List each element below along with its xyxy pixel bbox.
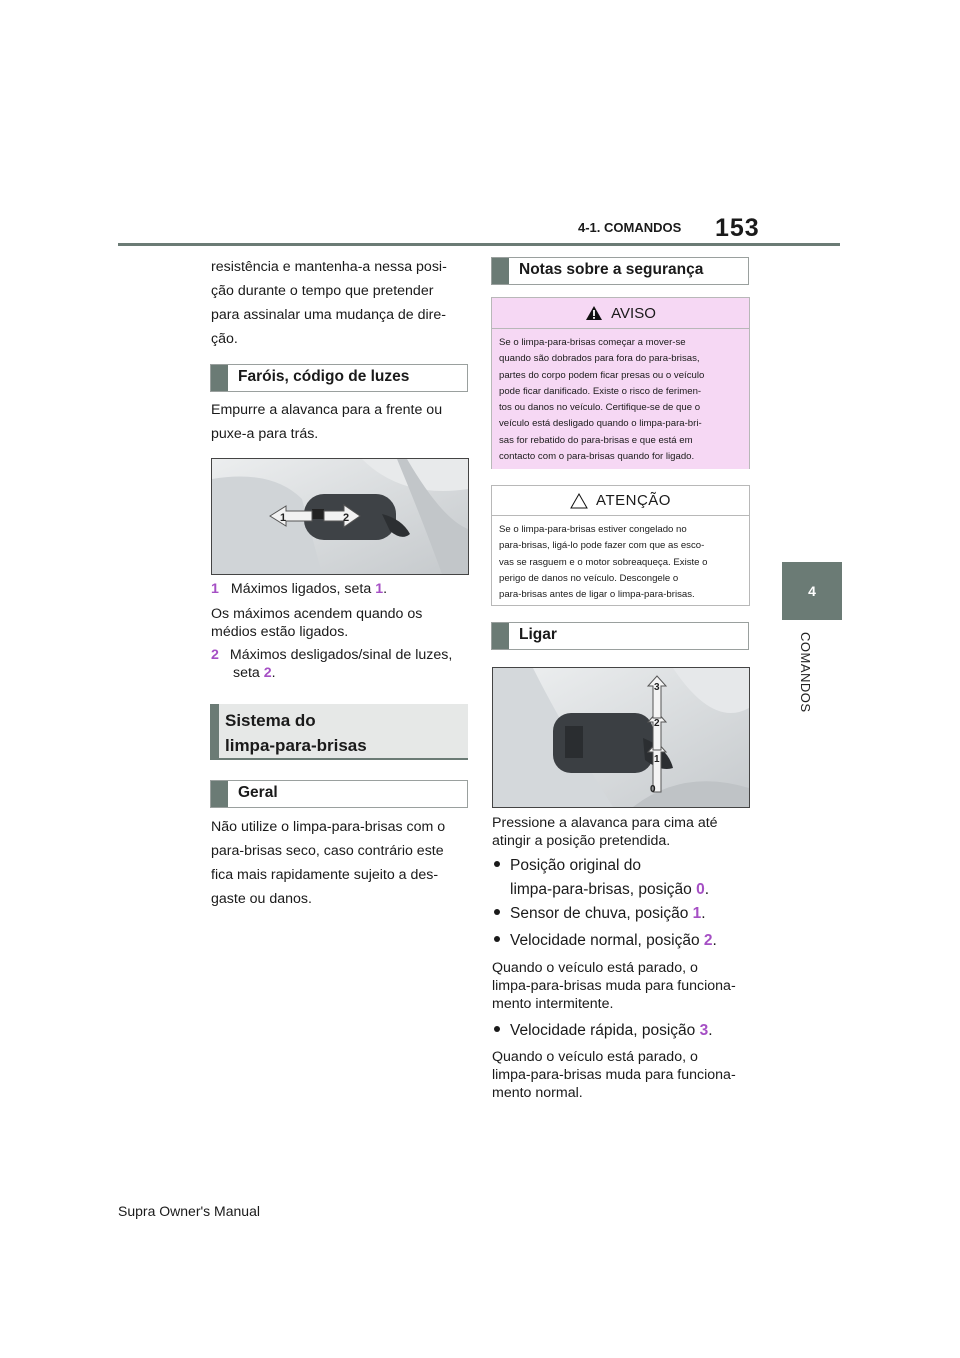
atencao-title: ATENÇÃO xyxy=(596,492,671,509)
figure2-label-3 xyxy=(654,682,660,693)
headlight-stalk-figure xyxy=(211,458,469,575)
item1-note: Os máximos acendem quando os médios estão ligados. xyxy=(211,606,423,640)
chapter-tab-label: COMANDOS xyxy=(798,632,813,713)
figure2-label-1 xyxy=(654,754,660,765)
chapter-tab-number: 4 xyxy=(782,562,842,620)
list-item: 2 Máximos desligados/sinal de luzes, seta 2. xyxy=(211,647,453,681)
page-number: 153 xyxy=(715,214,760,242)
figure1-label-2 xyxy=(343,512,349,524)
heading-ligar: Ligar xyxy=(491,622,749,650)
atencao-text: Se o limpa-para-brisas estiver congelado no para-brisas, ligá-lo pode fazer com que as esco- vas se rasguem e o motor sobreaqueça. Existe o perigo de danos no veículo. Descongele o para-brisas antes de ligar o limpa-para-brisas. xyxy=(499,524,708,601)
aviso-title: AVISO xyxy=(611,304,656,322)
warning-triangle-icon xyxy=(585,305,603,321)
svg-text:2: 2 xyxy=(654,718,660,729)
list-item: Velocidade rápida, posição 3. xyxy=(492,1019,713,1043)
atencao-header xyxy=(492,486,749,516)
list-item: Posição original do limpa-para-brisas, posição 0. xyxy=(492,854,709,902)
heading-farois: Faróis, código de luzes xyxy=(210,364,468,392)
svg-text:3: 3 xyxy=(654,682,660,693)
list-item: Velocidade normal, posição 2. xyxy=(492,929,717,953)
aviso-text: Se o limpa-para-brisas começar a mover-se quando são dobrados para fora do para-brisas, partes do corpo podem ficar presas ou o veículo pode ficar danificado. Existe o risco de ferimen- tos ou danos no veículo. Certifique-se de que o veículo está desligado quando o limpa-para-bri- sas for rebatido do para-brisas e que está em contacto com o para-brisas quando for ligado. xyxy=(492,329,749,469)
svg-text:0: 0 xyxy=(650,784,656,795)
parado-note-2: Quando o veículo está parado, o limpa-para-brisas muda para funciona- mento normal. xyxy=(492,1049,736,1101)
svg-text:2: 2 xyxy=(343,512,350,524)
heading-notas: Notas sobre a segurança xyxy=(491,257,749,285)
footer-manual-title: Supra Owner's Manual xyxy=(118,1203,260,1219)
aviso-header xyxy=(492,298,749,329)
svg-text:1: 1 xyxy=(654,754,660,765)
figure2-label-0 xyxy=(650,784,656,795)
figure1-label-1 xyxy=(280,512,286,524)
list-item: 1 Máximos ligados, seta 1. xyxy=(211,581,388,597)
list-item: Sensor de chuva, posição 1. xyxy=(492,902,706,926)
header-rule xyxy=(118,243,840,246)
wiper-stalk-figure xyxy=(492,667,750,808)
figure2-label-2 xyxy=(654,718,660,729)
atencao-box xyxy=(491,485,750,606)
heading-geral: Geral xyxy=(210,780,468,808)
caution-triangle-icon xyxy=(570,493,588,509)
farois-paragraph: Empurre a alavanca para a frente ou puxe-a para trás. xyxy=(211,402,443,442)
section-label: 4-1. COMANDOS xyxy=(578,220,682,235)
parado-note-1: Quando o veículo está parado, o limpa-para-brisas muda para funciona- mento intermitente. xyxy=(492,960,736,1012)
heading-sistema: Sistema do limpa-para-brisas xyxy=(210,704,468,760)
geral-paragraph: Não utilize o limpa-para-brisas com o para-brisas seco, caso contrário este fica mais rapidamente sujeito a des- gaste ou danos. xyxy=(211,819,446,907)
aviso-box xyxy=(491,297,750,469)
press-paragraph: Pressione a alavanca para cima até atingir a posição pretendida. xyxy=(492,815,718,849)
svg-text:1: 1 xyxy=(280,512,287,524)
intro-paragraph: resistência e mantenha-a nessa posi- ção durante o tempo que pretender para assinalar uma mudança de dire- ção. xyxy=(211,259,447,347)
